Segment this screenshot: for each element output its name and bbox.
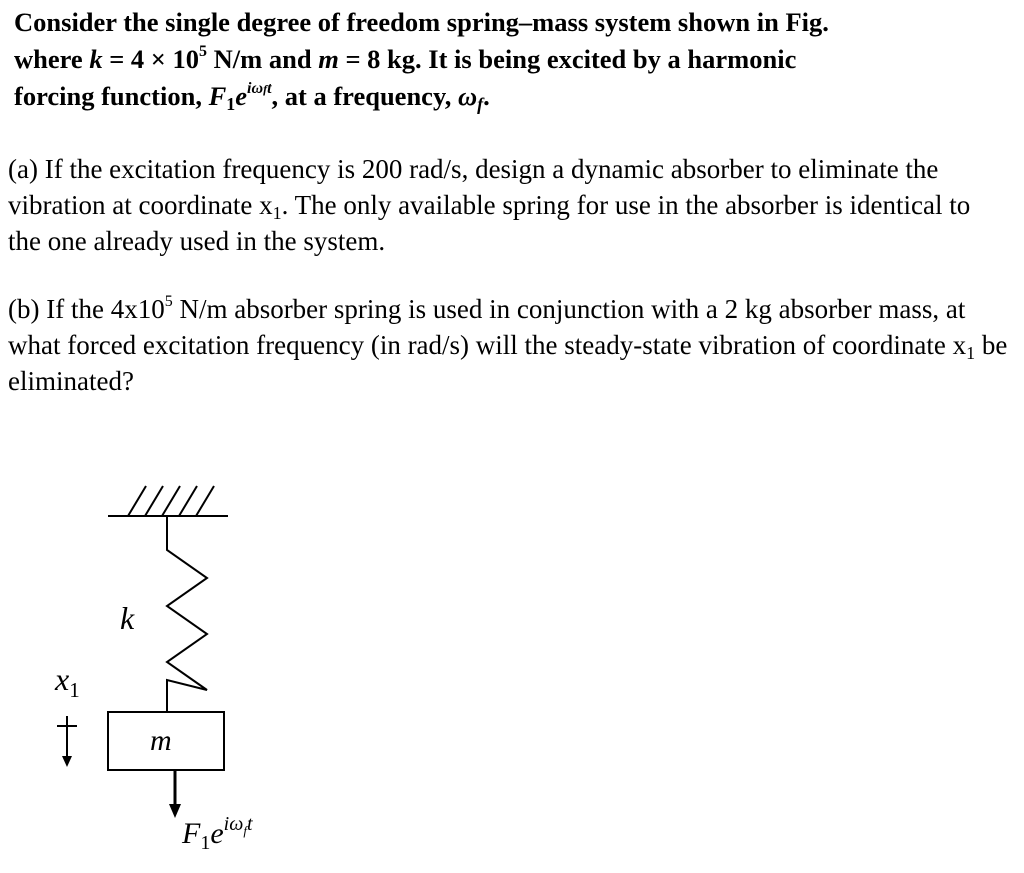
coordinate-arrow (57, 716, 77, 767)
mass-label: m (150, 724, 172, 757)
part-b-question: (b) If the $4x10^5$ N/m absorber spring is used in conjunction with a 2 kg absorber mass, at what forced excitation frequency (in rad/s) will the steady-state vibration of coordinate $x_1$ be eliminated? (8, 293, 1008, 396)
intro-line-3: forcing function, $F_1e^{i\omega ft}$, at a frequency, $\omega_f$. (14, 80, 490, 114)
part-a-question: (a) If the excitation frequency is 200 rad/s, design a dynamic absorber to eliminate the vibration at coordinate $x_1$. The only available spring for use in the absorber is identical to the one already used in the system. (8, 154, 971, 256)
spring (167, 516, 207, 712)
force-arrow (169, 770, 181, 818)
force-label: $F_1e^{i\omega}ft$ (182, 813, 253, 854)
intro-line-2: where $k = 4 \times 10^5$ N/m and m = 8 kg. It is being excited by a harmonic (14, 43, 797, 74)
intro-line-1: Consider the single degree of freedom spring–mass system shown in Fig. (14, 7, 829, 37)
spring-label: k (120, 600, 135, 636)
ground-support (108, 486, 228, 516)
coordinate-label: $x_1$ (55, 661, 80, 702)
